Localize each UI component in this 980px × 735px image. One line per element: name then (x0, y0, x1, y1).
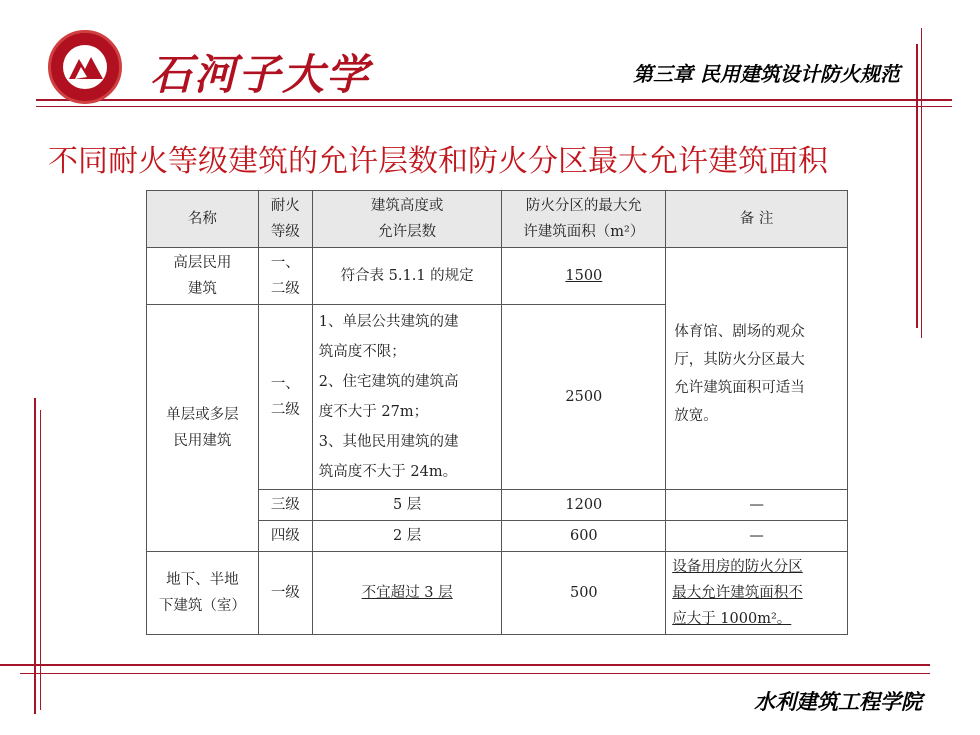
cell-height: 5 层 (312, 490, 502, 521)
right-vertical-rule-2 (921, 28, 922, 338)
cell-area: 1500 (502, 248, 666, 305)
header-note: 备 注 (666, 191, 848, 248)
header-height: 建筑高度或 允许层数 (312, 191, 502, 248)
cell-note: — (666, 521, 848, 552)
cell-area: 500 (502, 552, 666, 635)
cell-note: — (666, 490, 848, 521)
chapter-heading: 第三章 民用建筑设计防火规范 (633, 62, 900, 86)
cell-grade: 一、 二级 (258, 305, 312, 490)
cell-name: 单层或多层 民用建筑 (147, 305, 259, 552)
cell-height: 不宜超过 3 层 (312, 552, 502, 635)
cell-shared-note: 体育馆、剧场的观众 厅，其防火分区最大 允许建筑面积可适当 放宽。 (666, 248, 848, 490)
university-name: 石河子大学 (150, 50, 371, 99)
cell-grade: 三级 (258, 490, 312, 521)
cell-grade: 一级 (258, 552, 312, 635)
header-area: 防火分区的最大允 许建筑面积（m²） (502, 191, 666, 248)
cell-area: 1200 (502, 490, 666, 521)
left-vertical-rule-2 (40, 410, 41, 710)
cell-grade: 四级 (258, 521, 312, 552)
cell-name: 地下、半地 下建筑（室） (147, 552, 259, 635)
footer-rule-bottom (20, 673, 930, 674)
footer-college-name: 水利建筑工程学院 (754, 690, 922, 714)
cell-height: 符合表 5.1.1 的规定 (312, 248, 502, 305)
cell-grade: 一、 二级 (258, 248, 312, 305)
cell-area: 600 (502, 521, 666, 552)
footer-rule-top (0, 664, 930, 666)
left-vertical-rule-1 (34, 398, 36, 714)
table-row-underground (147, 552, 848, 635)
header-name: 名称 (147, 191, 259, 248)
right-vertical-rule-1 (916, 44, 918, 328)
cell-height: 1、单层公共建筑的建 筑高度不限； 2、住宅建筑的建筑高 度不大于 27m； 3、其他民用建筑的建 筑高度不大于 24m。 (312, 305, 502, 490)
header-rule-bottom (36, 106, 952, 107)
cell-area: 2500 (502, 305, 666, 490)
cell-height: 2 层 (312, 521, 502, 552)
university-seal-logo (48, 30, 122, 104)
table-row-highrise (147, 248, 848, 305)
table-header-row (147, 191, 848, 248)
cell-name: 高层民用 建筑 (147, 248, 259, 305)
cell-note: 设备用房的防火分区 最大允许建筑面积不 应大于 1000m²。 (666, 552, 848, 635)
slide-title: 不同耐火等级建筑的允许层数和防火分区最大允许建筑面积 (48, 144, 828, 179)
fire-compartment-table (146, 190, 848, 635)
header-grade: 耐火 等级 (258, 191, 312, 248)
